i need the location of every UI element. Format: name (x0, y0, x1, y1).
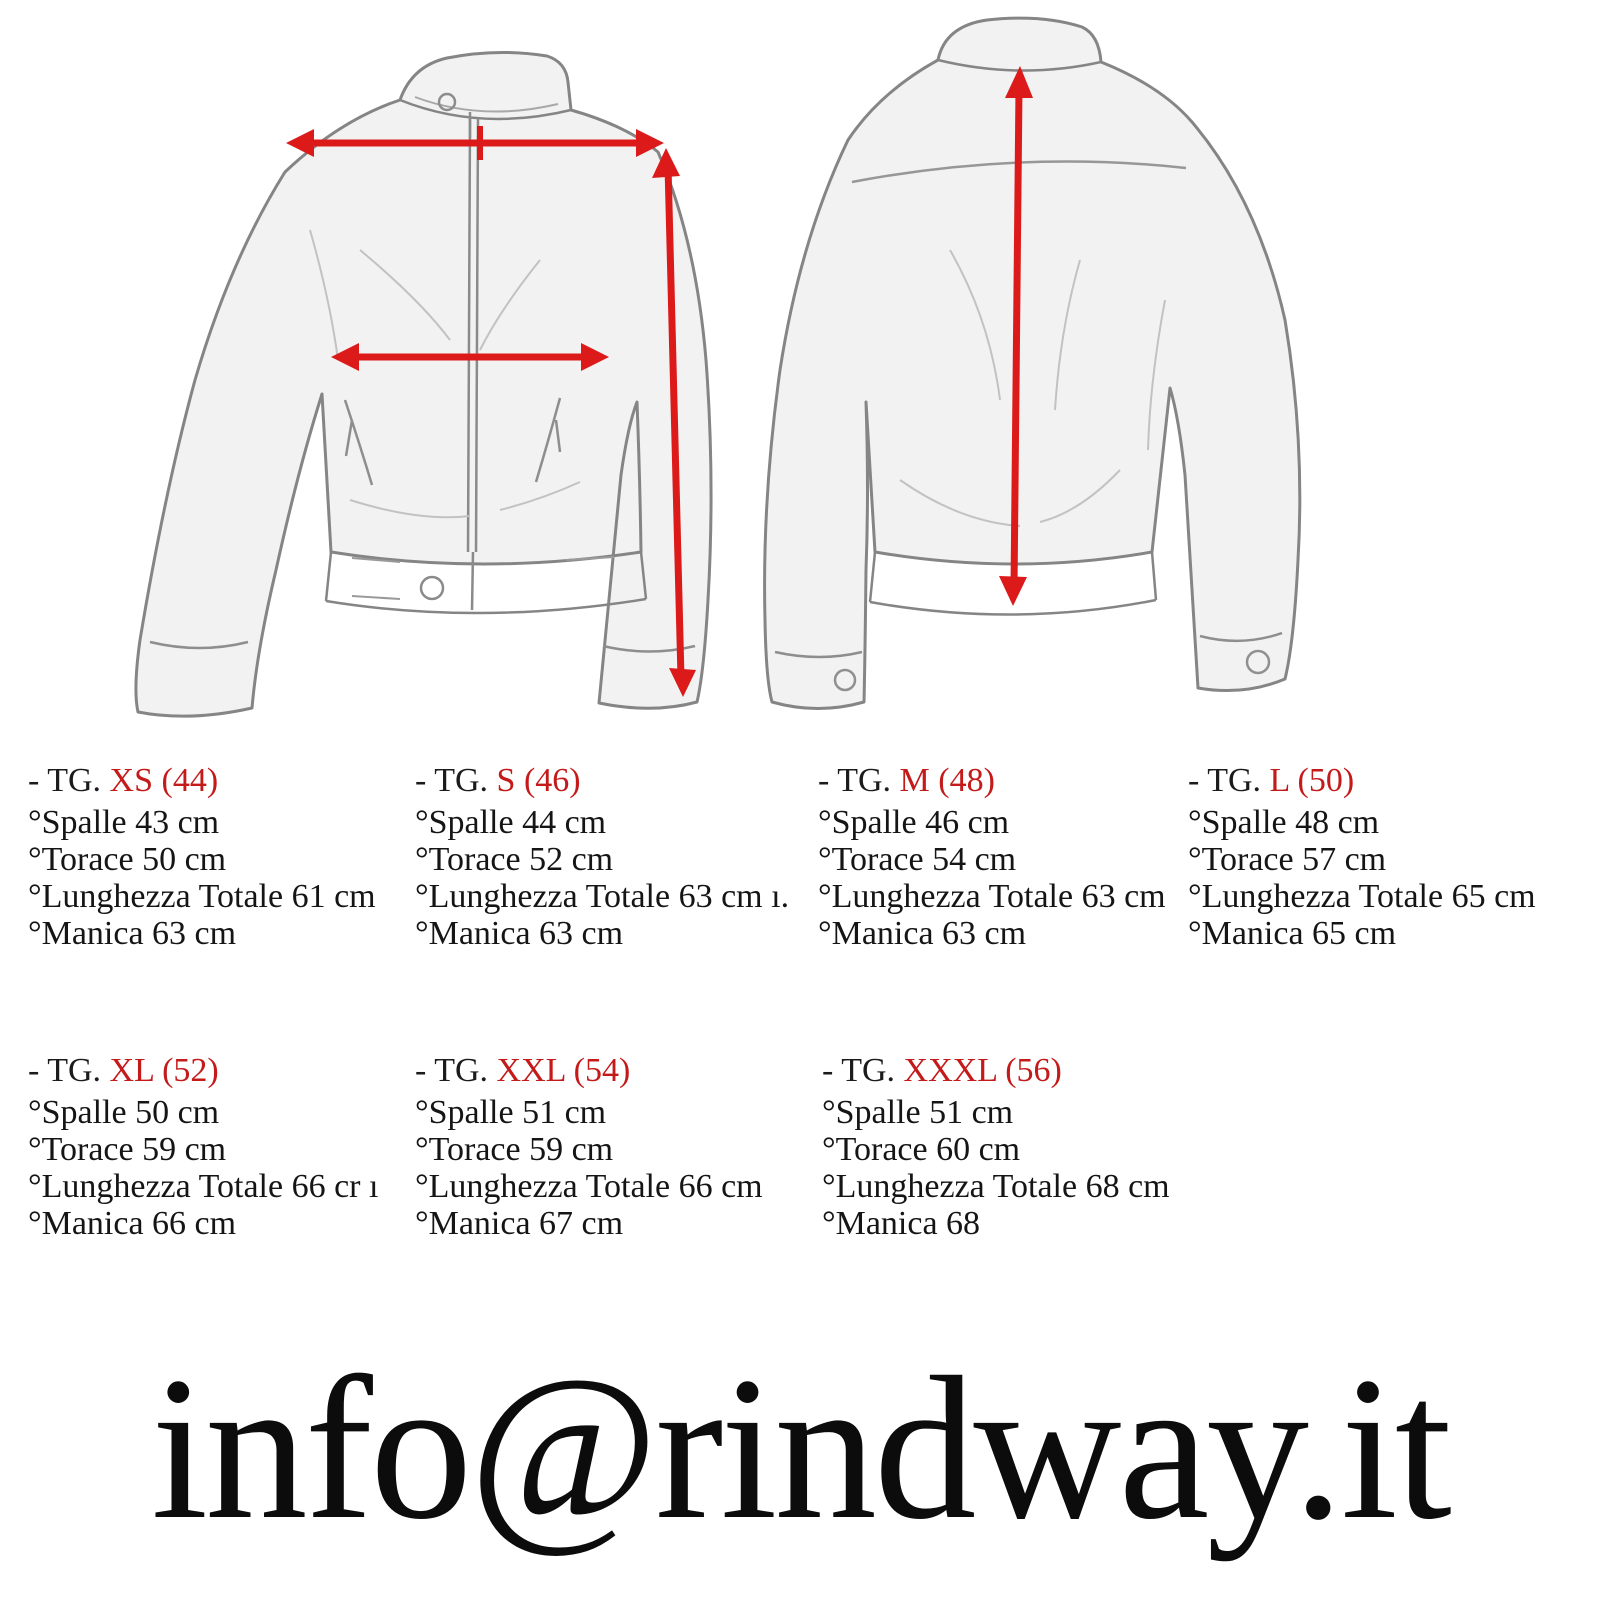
size-prefix: - TG. (415, 762, 489, 799)
hem-button (421, 577, 443, 599)
measure-chest: °Torace 60 cm (822, 1131, 1021, 1168)
size-value: XXL (54) (496, 1052, 631, 1089)
size-block-xl (28, 1052, 378, 1242)
measure-length: °Lunghezza Totale 63 cm (818, 878, 1166, 915)
measure-sleeve: °Manica 68 (822, 1205, 981, 1242)
measure-chest: °Torace 59 cm (28, 1131, 227, 1168)
size-block-l (1188, 762, 1536, 952)
size-value: XL (52) (109, 1052, 219, 1089)
size-block-xxxl (822, 1052, 1170, 1242)
contact-email: info@rindway.it (151, 1335, 1449, 1562)
measure-chest: °Torace 57 cm (1188, 841, 1387, 878)
measure-sleeve: °Manica 65 cm (1188, 915, 1397, 952)
size-block-m (818, 762, 1166, 952)
measure-shoulders: °Spalle 43 cm (28, 804, 220, 841)
measure-length: °Lunghezza Totale 68 cm (822, 1168, 1170, 1205)
jacket-measurement-diagram (0, 0, 1600, 760)
measure-length: °Lunghezza Totale 65 cm (1188, 878, 1536, 915)
size-prefix: - TG. (1188, 762, 1262, 799)
measure-sleeve: °Manica 63 cm (818, 915, 1027, 952)
size-block-xxl (415, 1052, 763, 1242)
measure-sleeve: °Manica 66 cm (28, 1205, 237, 1242)
size-prefix: - TG. (822, 1052, 896, 1089)
measure-sleeve: °Manica 63 cm (415, 915, 624, 952)
size-prefix: - TG. (818, 762, 892, 799)
measure-chest: °Torace 50 cm (28, 841, 227, 878)
measure-chest: °Torace 59 cm (415, 1131, 614, 1168)
measure-length: °Lunghezza Totale 61 cm (28, 878, 376, 915)
size-title (415, 762, 789, 799)
size-value: XXXL (56) (903, 1052, 1062, 1089)
measure-length: °Lunghezza Totale 63 cm ı. (415, 878, 790, 915)
measure-shoulders: °Spalle 51 cm (822, 1094, 1014, 1131)
measure-length: °Lunghezza Totale 66 cr ı (28, 1168, 379, 1205)
size-block-s (415, 762, 789, 952)
size-prefix: - TG. (415, 1052, 489, 1089)
measure-sleeve: °Manica 67 cm (415, 1205, 624, 1242)
measure-length: °Lunghezza Totale 66 cm (415, 1168, 763, 1205)
measure-shoulders: °Spalle 48 cm (1188, 804, 1380, 841)
size-prefix: - TG. (28, 1052, 102, 1089)
measure-sleeve: °Manica 63 cm (28, 915, 237, 952)
size-title (28, 1052, 378, 1089)
front-jacket-sketch (136, 52, 711, 716)
size-title (1188, 762, 1536, 799)
measure-chest: °Torace 52 cm (415, 841, 614, 878)
size-prefix: - TG. (28, 762, 102, 799)
size-value: M (48) (899, 762, 995, 799)
size-title (28, 762, 376, 799)
size-value: S (46) (496, 762, 581, 799)
measure-shoulders: °Spalle 51 cm (415, 1094, 607, 1131)
measure-shoulders: °Spalle 44 cm (415, 804, 607, 841)
size-title (415, 1052, 763, 1089)
size-value: L (50) (1269, 762, 1355, 799)
measure-chest: °Torace 54 cm (818, 841, 1017, 878)
back-jacket-sketch (765, 18, 1300, 708)
measure-shoulders: °Spalle 46 cm (818, 804, 1010, 841)
size-title (818, 762, 1166, 799)
size-block-xs (28, 762, 376, 952)
size-title (822, 1052, 1170, 1089)
size-value: XS (44) (109, 762, 219, 799)
measure-shoulders: °Spalle 50 cm (28, 1094, 220, 1131)
